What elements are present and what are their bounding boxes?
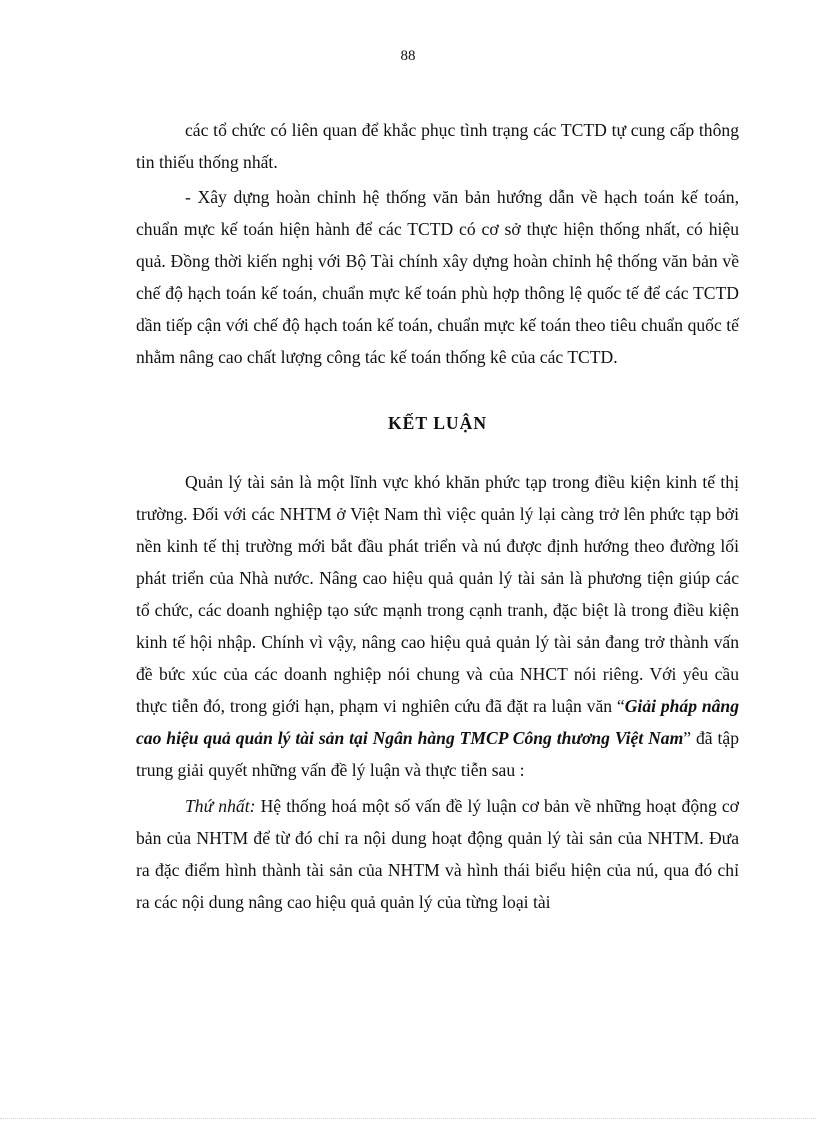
- footer-divider: [0, 1118, 816, 1119]
- paragraph-continuation: các tổ chức có liên quan để khắc phục tình trạng các TCTD tự cung cấp thông tin thiếu thống nhất.: [136, 120, 739, 172]
- first-point-text: Hệ thống hoá một số vấn đề lý luận cơ bản về những hoạt động cơ bản của NHTM để từ đó chỉ ra nội dung hoạt động quản lý tài sản của NHTM. Đưa ra đặc điểm hình thành tài sản của NHTM và hình thái biểu hiện của nú, qua đó chỉ ra các nội dung nâng cao hiệu quả quản lý của từng loại tài: [136, 796, 739, 912]
- thesis-title: Giải pháp nâng cao hiệu quả quản lý tài sản tại Ngân hàng TMCP Công thương Việt Nam: [136, 696, 739, 748]
- conclusion-intro-end: ” đã tập trung giải quyết những vấn đề lý luận và thực tiễn sau :: [136, 728, 739, 780]
- paragraph-first-point: [136, 790, 739, 918]
- conclusion-intro-text: Quản lý tài sản là một lĩnh vực khó khăn phức tạp trong điều kiện kinh tế thị trường. Đối với các NHTM ở Việt Nam thì việc quản lý lại càng trở lên phức tạp bởi nền kinh tế thị trường mới bắt đầu phát triển và nú được định hướng theo đường lối phát triển của Nhà nước. Nâng cao hiệu quả quản lý tài sản là phương tiện giúp các tổ chức, các doanh nghiệp tạo sức mạnh trong cạnh tranh, đặc biệt là trong điều kiện kinh tế hội nhập. Chính vì vậy, nâng cao hiệu quả quản lý tài sản đang trở thành vấn đề bức xúc của các doanh nghiệp nói chung và của NHCT nói riêng. Với yêu cầu thực tiễn đó, trong giới hạn, phạm vi nghiên cứu đã đặt ra luận văn “: [136, 472, 739, 716]
- body-text: [136, 114, 739, 921]
- paragraph-accounting-system: - Xây dựng hoàn chỉnh hệ thống văn bản hướng dẫn về hạch toán kế toán, chuẩn mực kế toán hiện hành để các TCTD có cơ sở thực hiện thống nhất, có hiệu quả. Đồng thời kiến nghị với Bộ Tài chính xây dựng hoàn chỉnh hệ thống văn bản về chế độ hạch toán kế toán, chuẩn mực kế toán phù hợp thông lệ quốc tế để các TCTD dần tiếp cận với chế độ hạch toán kế toán, chuẩn mực kế toán theo tiêu chuẩn quốc tế nhằm nâng cao chất lượng công tác kế toán thống kê của các TCTD.: [136, 187, 739, 367]
- first-point-label: Thứ nhất:: [185, 796, 256, 816]
- page-number: 88: [400, 48, 416, 64]
- paragraph-conclusion-intro: [136, 466, 739, 786]
- section-heading-conclusion: KẾT LUẬN: [387, 413, 488, 433]
